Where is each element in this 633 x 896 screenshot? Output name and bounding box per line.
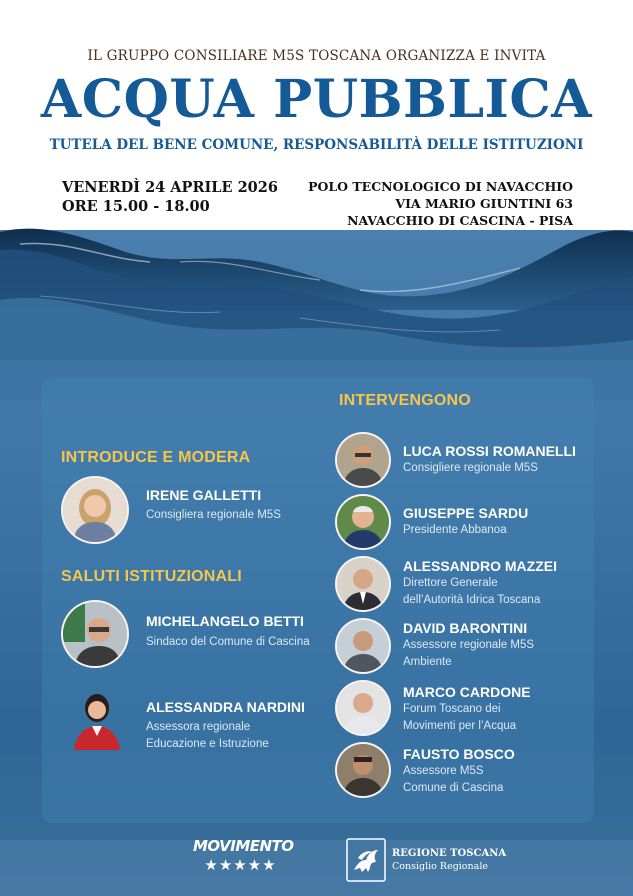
greeter-2-name: ALESSANDRA NARDINI: [146, 699, 305, 715]
regione-toscana-logo: [346, 838, 507, 882]
speaker-5-name: MARCO CARDONE: [403, 684, 531, 700]
speaker-2-role-1: Presidente Abbanoa: [403, 524, 507, 536]
greeter-1-name: MICHELANGELO BETTI: [146, 613, 304, 629]
avatar-giuseppe-sardu: [335, 494, 391, 550]
avatar-fausto-bosco: [335, 742, 391, 798]
organizer-line: IL GRUPPO CONSILIARE M5S TOSCANA ORGANIZZA E INVITA: [87, 48, 546, 64]
avatar-david-barontini: [335, 618, 391, 674]
m5s-stars-icon: ★★★★★: [204, 857, 277, 874]
greeter-2-role-1: Assessora regionale: [146, 721, 251, 733]
moderator-role: Consigliera regionale M5S: [146, 509, 281, 521]
m5s-logo: [193, 837, 294, 874]
greeter-1-role: Sindaco del Comune di Cascina: [146, 636, 310, 648]
speaker-5-role-2: Movimenti per l’Acqua: [403, 720, 517, 732]
heading-intervengono: INTERVENGONO: [339, 392, 471, 409]
avatar-michelangelo-betti: [61, 600, 129, 668]
avatar-alessandra-nardini: [70, 690, 124, 750]
avatar-marco-cardone: [335, 680, 391, 736]
avatar-alessandro-mazzei: [335, 556, 391, 612]
speaker-3-role-2: dell’Autorità Idrica Toscana: [403, 594, 541, 606]
venue-line-3: NAVACCHIO DI CASCINA - PISA: [347, 213, 573, 228]
speaker-5-role-1: Forum Toscano dei: [403, 703, 501, 715]
heading-introduce: INTRODUCE E MODERA: [61, 449, 251, 466]
venue-line-2: VIA MARIO GIUNTINI 63: [395, 196, 573, 211]
venue-line-1: POLO TECNOLOGICO DI NAVACCHIO: [308, 179, 573, 194]
speaker-2-name: GIUSEPPE SARDU: [403, 505, 529, 521]
speaker-6-role-1: Assessore M5S: [403, 765, 484, 777]
speaker-6-role-2: Comune di Cascina: [403, 782, 504, 794]
speaker-1-role-1: Consigliere regionale M5S: [403, 462, 538, 474]
m5s-logo-word: MOVIMENTO: [193, 837, 294, 855]
speaker-4-name: DAVID BARONTINI: [403, 620, 528, 636]
moderator-name: IRENE GALLETTI: [146, 487, 262, 503]
venue-block: [308, 178, 573, 229]
speaker-4-role-1: Assessore regionale M5S: [403, 639, 535, 651]
greeter-2-role-2: Educazione e Istruzione: [146, 738, 269, 750]
avatar-irene-galletti: [61, 476, 129, 544]
event-date: VENERDÌ 24 APRILE 2026: [62, 179, 278, 196]
region-body: Consiglio Regionale: [392, 861, 488, 872]
date-block: [62, 178, 278, 216]
speaker-3-role-1: Direttore Generale: [403, 577, 498, 589]
event-time: ORE 15.00 - 18.00: [62, 198, 210, 215]
page-subtitle: TUTELA DEL BENE COMUNE, RESPONSABILITÀ DELLE ISTITUZIONI: [49, 137, 584, 153]
pegasus-emblem-icon: [346, 838, 386, 882]
speaker-3-name: ALESSANDRO MAZZEI: [403, 558, 557, 574]
avatar-luca-rossi-romanelli: [335, 432, 391, 488]
speaker-6-name: FAUSTO BOSCO: [403, 746, 515, 762]
page-title: ACQUA PUBBLICA: [40, 69, 593, 130]
region-name: REGIONE TOSCANA: [392, 848, 507, 859]
speaker-1-name: LUCA ROSSI ROMANELLI: [403, 443, 576, 459]
heading-saluti: SALUTI ISTITUZIONALI: [61, 568, 242, 585]
speaker-4-role-2: Ambiente: [403, 656, 452, 668]
